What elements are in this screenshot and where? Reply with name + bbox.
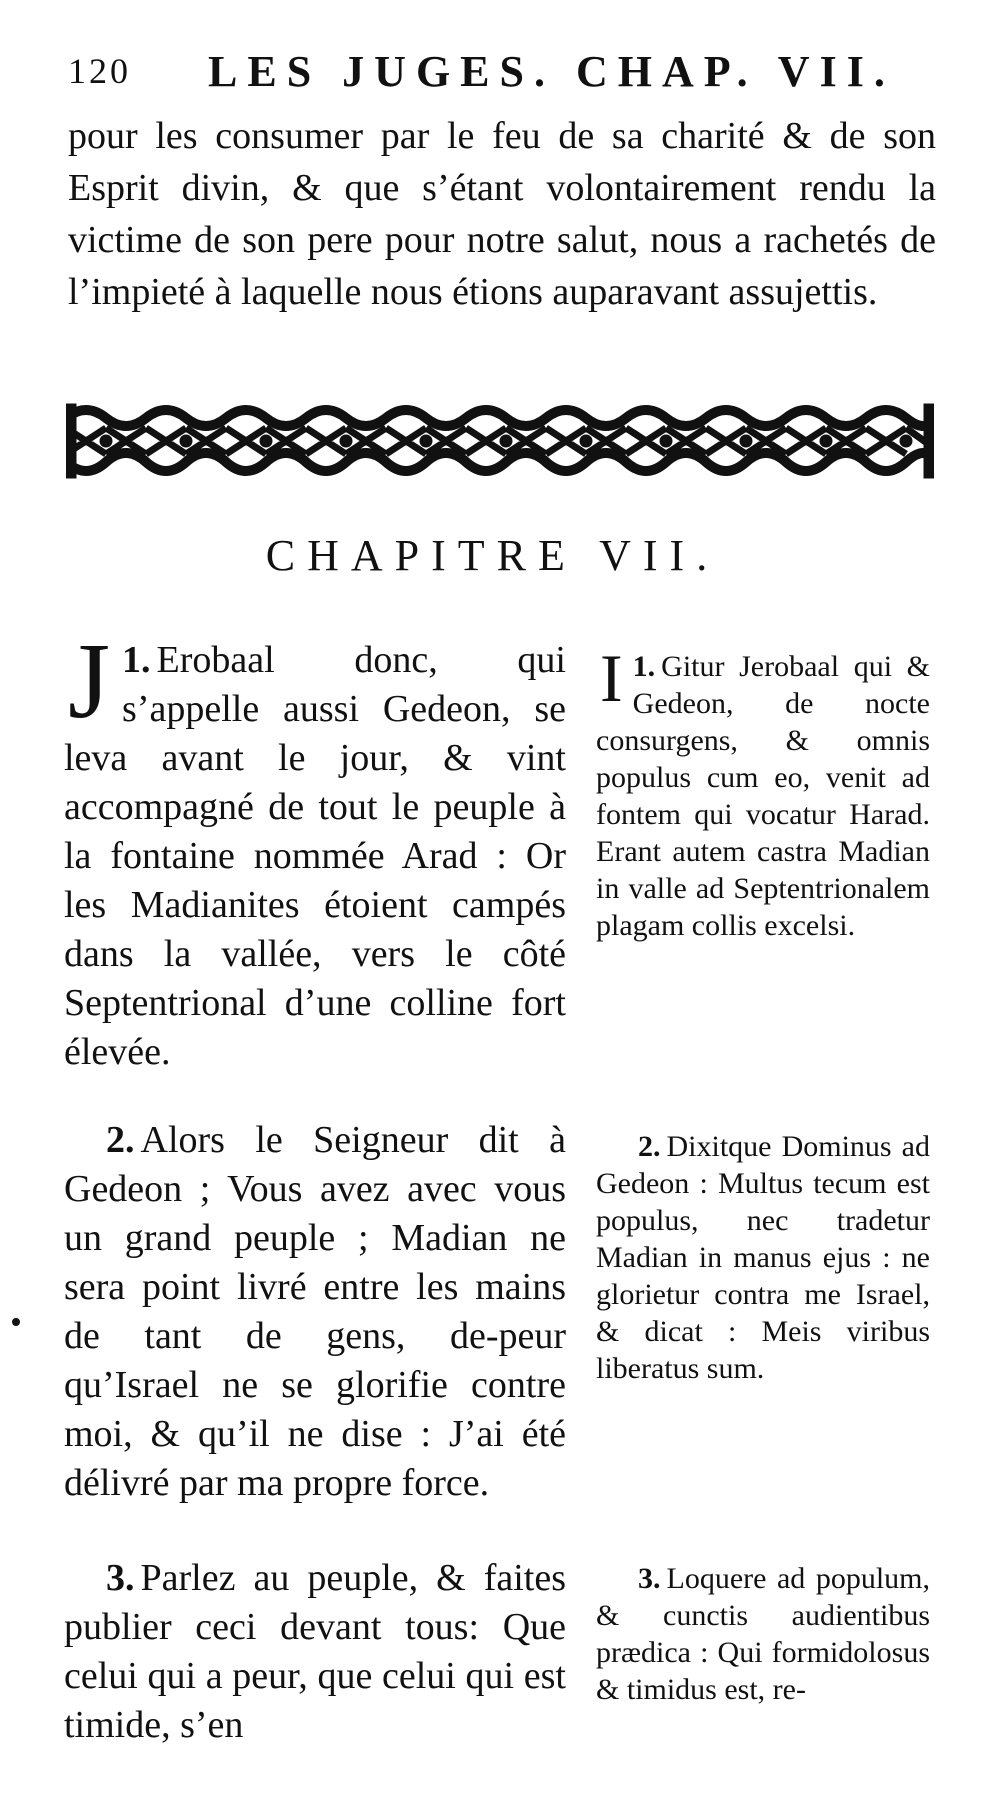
- verse-number: 2.: [106, 1119, 135, 1161]
- running-header: [68, 46, 938, 106]
- verse-text: Dixitque Dominus ad Gedeon : Multus tecum est populus, nec tradetur Madian in manus ejus : ne glorietur contra me Israel, & dicat : Meis viribus liberatus sum.: [596, 1130, 930, 1385]
- verse-1-french: [64, 622, 566, 1077]
- intro-paragraph: pour les consumer par le feu de sa charité & de son Esprit divin, & que s’étant volontairement rendu la victime de son pere pour notre salut, nous a rachetés de l’impieté à laquelle nous étions auparavant assujettis.: [68, 115, 936, 313]
- ornament-band: [66, 398, 934, 484]
- verse-2-latin: [596, 1128, 930, 1387]
- verse-2-french: [64, 1116, 566, 1508]
- chapter-title: CHAPITRE VII.: [265, 531, 720, 580]
- drop-cap: J: [68, 622, 111, 741]
- verse-number: 2.: [638, 1130, 661, 1163]
- verse-number: 3.: [106, 1557, 135, 1599]
- verse-text: Alors le Seigneur dit à Gedeon ; Vous avez avec vous un grand peuple ; Madian ne sera point livré entre les mains de tant de gens, de-peur qu’Israel ne se glorifie contre moi, & qu’il ne dise : J’ai été délivré par ma propre force.: [64, 1119, 566, 1504]
- verse-number: 1.: [122, 639, 151, 681]
- verse-number: 3.: [638, 1562, 661, 1595]
- page-number: 120: [68, 51, 131, 91]
- verse-1-latin: [596, 640, 930, 944]
- verse-number: 1.: [632, 650, 656, 683]
- ink-speck: [12, 1318, 20, 1326]
- drop-cap: I: [600, 640, 623, 716]
- verse-text: Erobaal donc, qui s’appelle aussi Gedeon, se leva avant le jour, & vint accompagné de tout le peuple à la fontaine nommée Arad : Or les Madianites étoient campés dans la vallée, vers le côté Septentrional d’une colline fort élevée.: [64, 639, 566, 1073]
- verse-text: Loquere ad populum, & cunctis audientibus prædica : Qui formidolosus & timidus est, re-: [596, 1562, 930, 1706]
- verse-text: Parlez au peuple, & faites publier ceci devant tous: Que celui qui a peur, que celui qui est timide, s’en: [64, 1557, 566, 1746]
- verse-3-french: [64, 1554, 566, 1750]
- verse-text: Gitur Jerobaal qui & Gedeon, de nocte consurgens, & omnis populus cum eo, venit ad fontem qui vocatur Harad. Erant autem castra Madian in valle ad Septentrionalem plagam collis excelsi.: [596, 650, 930, 942]
- verse-3-latin: [596, 1560, 930, 1708]
- running-title: LES JUGES. CHAP. VII.: [208, 47, 895, 96]
